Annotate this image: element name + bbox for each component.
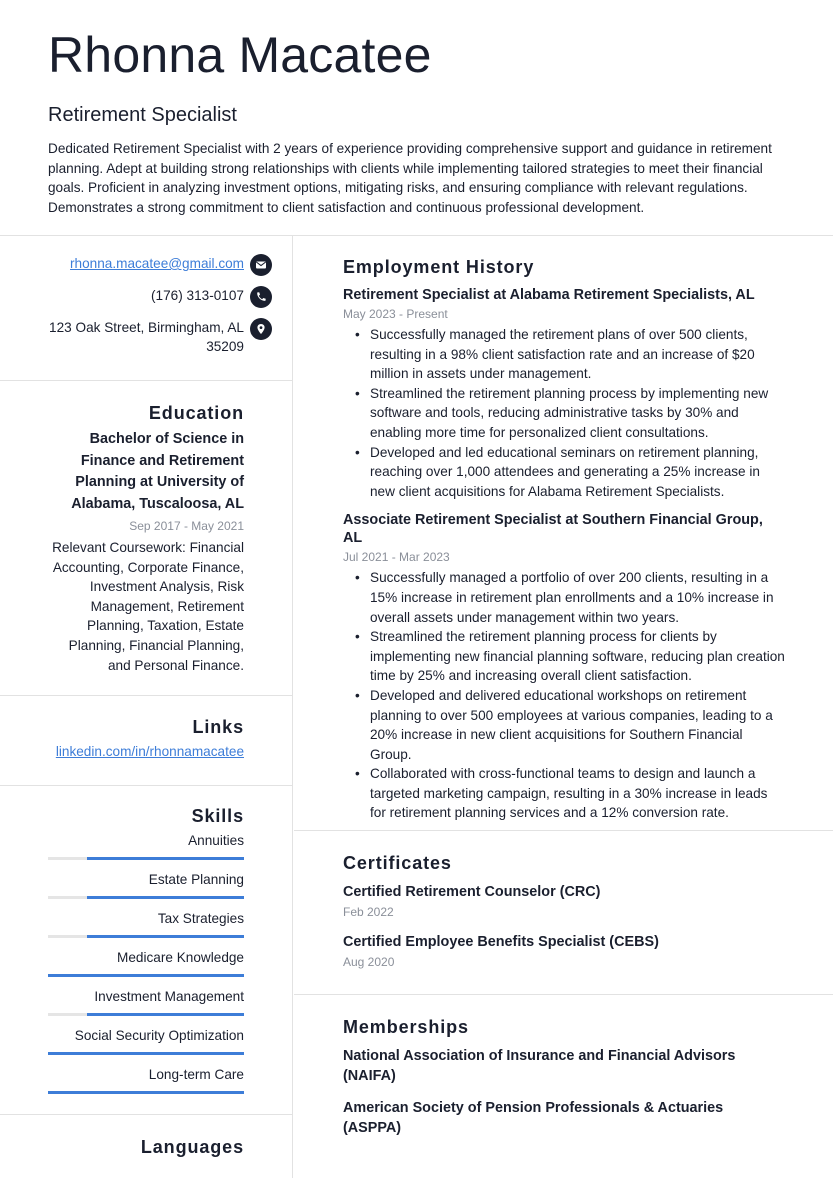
- skill-name: Long-term Care: [148, 1067, 244, 1082]
- job-heading: Retirement Specialist at Alabama Retirement Specialists, AL: [343, 287, 755, 303]
- job-bullet: • Successfully managed a portfolio of over 200 clients, resulting in a 15% increase in retirement plan enrollments and a 10% increase in overall assets under management within two years.: [343, 568, 785, 627]
- certificate-item: [343, 882, 785, 920]
- email-link[interactable]: rhonna.macatee@gmail.com: [70, 256, 244, 271]
- main-content: [294, 236, 833, 1178]
- skill-level-bar: [48, 1091, 244, 1094]
- skill-level-fill: [87, 1013, 244, 1016]
- skills-list: [48, 831, 244, 1094]
- phone-number: (176) 313-0107: [151, 288, 244, 303]
- skill-item: [48, 948, 244, 977]
- skills-section: [0, 786, 292, 1115]
- languages-section: [0, 1115, 292, 1158]
- job-bullet: • Streamlined the retirement planning process for clients by implementing new financial planning software, reducing plan creation time by 25% and increasing overall client satisfaction.: [343, 627, 785, 686]
- memberships-list: [343, 1046, 785, 1138]
- employment-heading: Employment History: [343, 257, 535, 277]
- skill-level-bar: [48, 1052, 244, 1055]
- job-bullet: • Streamlined the retirement planning process by implementing new software and tools, reducing administrative tasks by 30% and enabling more time for personalized client consultations.: [343, 384, 785, 443]
- job-date: Jul 2021 - Mar 2023: [343, 550, 450, 565]
- certificate-name: Certified Retirement Counselor (CRC): [343, 884, 601, 900]
- contact-phone-row: [48, 286, 244, 308]
- certificate-item: [343, 932, 785, 970]
- skill-name: Estate Planning: [148, 872, 244, 887]
- linkedin-link[interactable]: linkedin.com/in/rhonnamacatee: [55, 744, 244, 759]
- certificate-date: Feb 2022: [343, 905, 394, 919]
- job-entry: [343, 511, 785, 823]
- education-description: Relevant Coursework: Financial Accounting, Corporate Finance, Investment Analysis, Risk Management, Retirement Planning, Taxation, Estate Planning, Financial Planning, and Personal Finance.: [52, 540, 244, 673]
- memberships-heading: Memberships: [343, 1017, 469, 1037]
- education-heading: Education: [148, 403, 244, 423]
- skill-name: Investment Management: [94, 989, 244, 1004]
- job-bullet: • Developed and led educational seminars on retirement planning, reaching over 1,000 attendees and generating a 25% increase in new client acquisitions for Alabama Retirement Specialists.: [343, 443, 785, 502]
- link-item: [48, 744, 244, 759]
- certificate-name: Certified Employee Benefits Specialist (CEBS): [343, 934, 659, 950]
- contact-address-row: [48, 318, 244, 356]
- skill-item: [48, 909, 244, 938]
- skill-item: [48, 870, 244, 899]
- job-date: May 2023 - Present: [343, 307, 448, 321]
- contact-email-row: [48, 254, 244, 276]
- location-pin-icon: [250, 318, 272, 340]
- job-entry: [343, 286, 785, 501]
- job-bullets: [343, 568, 785, 823]
- candidate-title: Retirement Specialist: [48, 104, 237, 126]
- job-bullet: • Collaborated with cross-functional teams to design and launch a targeted marketing campaign, resulting in a 30% increase in leads for retirement planning services and a 12% conversion rate.: [343, 764, 785, 823]
- employment-section: [294, 236, 833, 831]
- skill-level-bar: [48, 1013, 244, 1016]
- jobs-list: [343, 286, 785, 823]
- skill-item: [48, 987, 244, 1016]
- skill-level-bar: [48, 974, 244, 977]
- links-section: [0, 696, 292, 786]
- skill-level-fill: [87, 896, 244, 899]
- address-zip: 35209: [206, 339, 244, 354]
- skill-level-fill: [87, 935, 244, 938]
- certificates-heading: Certificates: [343, 853, 452, 873]
- envelope-icon: [250, 254, 272, 276]
- membership-item: American Society of Pension Professionals & Actuaries (ASPPA): [343, 1100, 724, 1136]
- skill-level-bar: [48, 857, 244, 860]
- skill-item: [48, 831, 244, 860]
- job-heading: Associate Retirement Specialist at Southern Financial Group, AL: [343, 512, 763, 547]
- skill-level-bar: [48, 896, 244, 899]
- left-sidebar: [0, 236, 293, 1178]
- skill-level-fill: [48, 974, 244, 977]
- skill-name: Tax Strategies: [157, 911, 244, 926]
- education-degree: Bachelor of Science in Finance and Retirement Planning at University of Alabama, Tuscaloosa, AL: [71, 431, 244, 512]
- education-date: Sep 2017 - May 2021: [129, 519, 244, 533]
- address-line: 123 Oak Street, Birmingham, AL: [49, 320, 244, 335]
- skill-level-fill: [87, 857, 244, 860]
- memberships-section: [294, 995, 833, 1138]
- certificates-section: [294, 831, 833, 995]
- skill-name: Annuities: [188, 833, 244, 848]
- skills-heading: Skills: [191, 806, 244, 826]
- languages-heading: Languages: [140, 1137, 244, 1157]
- skill-level-fill: [48, 1052, 244, 1055]
- certificates-list: [343, 882, 785, 970]
- skill-level-fill: [48, 1091, 244, 1094]
- skill-item: [48, 1026, 244, 1055]
- contact-section: [0, 236, 292, 381]
- profile-summary: Dedicated Retirement Specialist with 2 years of experience providing comprehensive support and guidance in retirement planning. Adept at building strong relationships with clients while implementing tailored strategies to meet their financial goals. Proficient in analyzing investment options, mitigating risks, and ensuring compliance with relevant regulations. Demonstrates a strong commitment to client satisfaction and continuous professional development.: [48, 141, 772, 215]
- skill-name: Social Security Optimization: [74, 1028, 244, 1043]
- skill-name: Medicare Knowledge: [117, 950, 244, 965]
- education-section: [0, 381, 292, 696]
- resume-header: [0, 0, 833, 217]
- skill-level-bar: [48, 935, 244, 938]
- candidate-name: Rhonna Macatee: [48, 27, 432, 83]
- phone-icon: [250, 286, 272, 308]
- skill-item: [48, 1065, 244, 1094]
- job-bullet: • Successfully managed the retirement plans of over 500 clients, resulting in a 98% client satisfaction rate and an increase of $20 million in assets under management.: [343, 325, 785, 384]
- job-bullet: • Developed and delivered educational workshops on retirement planning to over 500 employees at various companies, leading to a 20% increase in new client acquisitions for Southern Financial Group.: [343, 686, 785, 764]
- links-heading: Links: [192, 717, 244, 737]
- certificate-date: Aug 2020: [343, 955, 395, 969]
- membership-item: National Association of Insurance and Financial Advisors (NAIFA): [343, 1048, 736, 1084]
- job-bullets: [343, 325, 785, 501]
